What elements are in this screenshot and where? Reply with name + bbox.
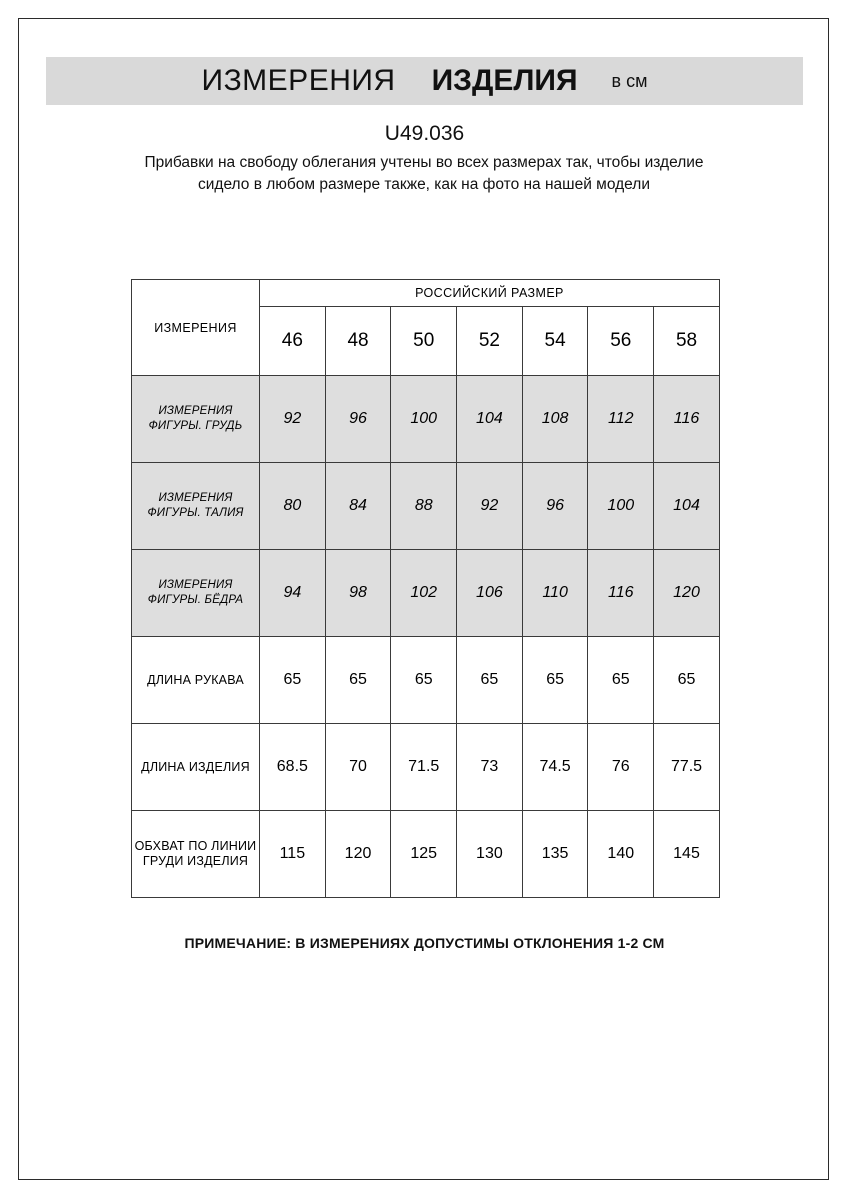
cell-length-54: 74.5 <box>522 724 588 811</box>
cell-hips-48: 98 <box>325 550 391 637</box>
table-row <box>132 550 720 637</box>
cell-waist-46: 80 <box>260 463 326 550</box>
table-row <box>132 811 720 898</box>
cell-length-58: 77.5 <box>654 724 720 811</box>
size-header-56: 56 <box>588 307 654 376</box>
row-label-bust: ИЗМЕРЕНИЯ ФИГУРЫ. ГРУДЬ <box>132 376 260 463</box>
cell-sleeve-50: 65 <box>391 637 457 724</box>
table-row <box>132 376 720 463</box>
cell-sleeve-54: 65 <box>522 637 588 724</box>
cell-waist-50: 88 <box>391 463 457 550</box>
row-label-sleeve-length: ДЛИНА РУКАВА <box>132 637 260 724</box>
header-band <box>46 57 803 105</box>
cell-bust-58: 116 <box>654 376 720 463</box>
cell-waist-58: 104 <box>654 463 720 550</box>
table-header-measurements: ИЗМЕРЕНИЯ <box>132 280 260 376</box>
article-code: U49.036 <box>384 122 465 145</box>
cell-waist-56: 100 <box>588 463 654 550</box>
cell-chest-58: 145 <box>654 811 720 898</box>
cell-hips-46: 94 <box>260 550 326 637</box>
cell-length-50: 71.5 <box>391 724 457 811</box>
header-title-product: ИЗДЕЛИЯ <box>431 64 578 97</box>
cell-sleeve-48: 65 <box>325 637 391 724</box>
cell-chest-46: 115 <box>260 811 326 898</box>
cell-chest-54: 135 <box>522 811 588 898</box>
row-label-chest-circumference: ОБХВАТ ПО ЛИНИИ ГРУДИ ИЗДЕЛИЯ <box>132 811 260 898</box>
table-row <box>132 463 720 550</box>
cell-hips-50: 102 <box>391 550 457 637</box>
cell-bust-52: 104 <box>457 376 523 463</box>
cell-length-52: 73 <box>457 724 523 811</box>
cell-waist-52: 92 <box>457 463 523 550</box>
row-label-product-length: ДЛИНА ИЗДЕЛИЯ <box>132 724 260 811</box>
table-header-group-row <box>132 280 720 307</box>
size-header-54: 54 <box>522 307 588 376</box>
cell-sleeve-56: 65 <box>588 637 654 724</box>
row-label-hips: ИЗМЕРЕНИЯ ФИГУРЫ. БЁДРА <box>132 550 260 637</box>
size-header-50: 50 <box>391 307 457 376</box>
table-row <box>132 724 720 811</box>
cell-sleeve-58: 65 <box>654 637 720 724</box>
cell-bust-48: 96 <box>325 376 391 463</box>
footnote-text: ПРИМЕЧАНИЕ: В ИЗМЕРЕНИЯХ ДОПУСТИМЫ ОТКЛОНЕНИЯ 1-2 СМ <box>184 935 665 951</box>
size-header-52: 52 <box>457 307 523 376</box>
size-header-48: 48 <box>325 307 391 376</box>
cell-hips-54: 110 <box>522 550 588 637</box>
cell-bust-50: 100 <box>391 376 457 463</box>
cell-length-48: 70 <box>325 724 391 811</box>
header-title-measurements: ИЗМЕРЕНИЯ <box>201 64 396 97</box>
cell-bust-56: 112 <box>588 376 654 463</box>
cell-chest-48: 120 <box>325 811 391 898</box>
table-row <box>132 637 720 724</box>
cell-chest-50: 125 <box>391 811 457 898</box>
cell-hips-58: 120 <box>654 550 720 637</box>
cell-waist-54: 96 <box>522 463 588 550</box>
cell-sleeve-52: 65 <box>457 637 523 724</box>
cell-chest-52: 130 <box>457 811 523 898</box>
document-page <box>18 18 829 1180</box>
cell-hips-56: 116 <box>588 550 654 637</box>
header-title-units: в см <box>611 70 648 91</box>
size-header-46: 46 <box>260 307 326 376</box>
cell-length-46: 68.5 <box>260 724 326 811</box>
cell-bust-54: 108 <box>522 376 588 463</box>
cell-sleeve-46: 65 <box>260 637 326 724</box>
row-label-waist: ИЗМЕРЕНИЯ ФИГУРЫ. ТАЛИЯ <box>132 463 260 550</box>
measurements-table <box>131 279 720 898</box>
cell-waist-48: 84 <box>325 463 391 550</box>
cell-hips-52: 106 <box>457 550 523 637</box>
cell-length-56: 76 <box>588 724 654 811</box>
cell-chest-56: 140 <box>588 811 654 898</box>
measurements-table-wrap <box>131 279 719 898</box>
cell-bust-46: 92 <box>260 376 326 463</box>
table-header-russian-size: РОССИЙСКИЙ РАЗМЕР <box>260 280 720 307</box>
size-header-58: 58 <box>654 307 720 376</box>
intro-text: Прибавки на свободу облегания учтены во всех размерах так, чтобы изделие сидело в любом размере также, как на фото на нашей модели <box>144 154 704 193</box>
